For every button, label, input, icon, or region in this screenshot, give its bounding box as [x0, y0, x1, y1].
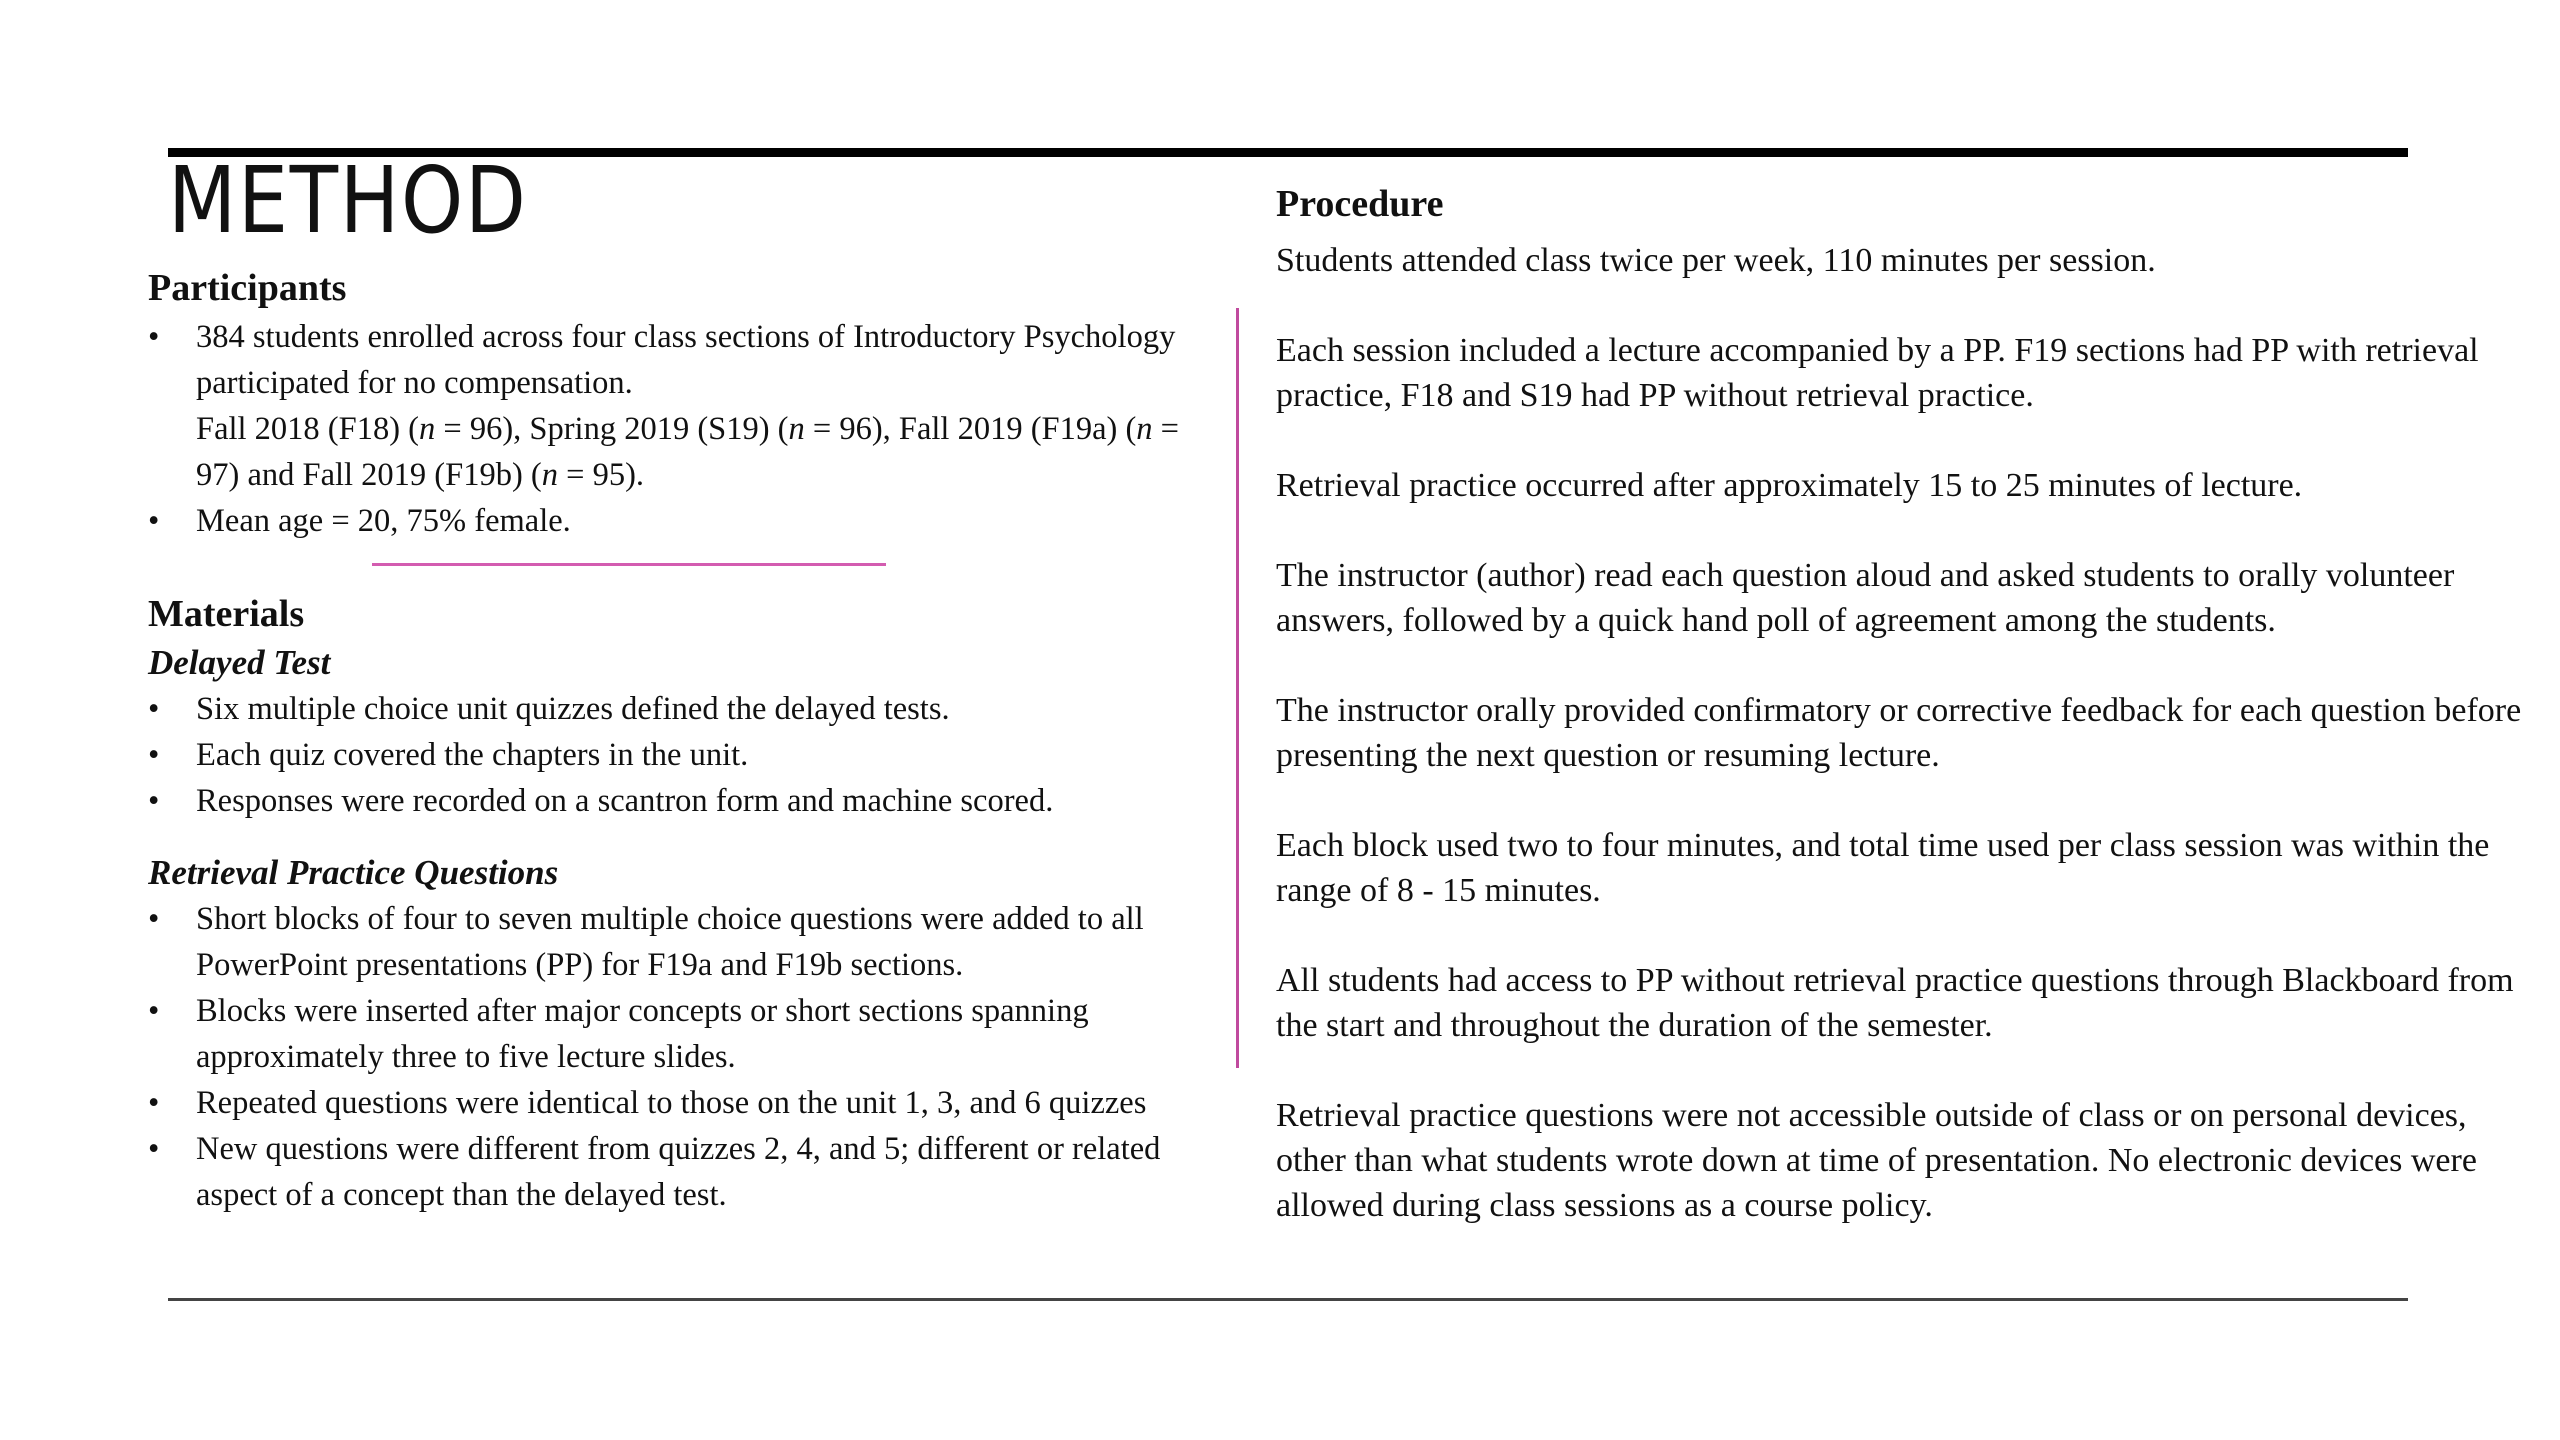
participants-demographics-text: Mean age = 20, 75% female.: [196, 503, 571, 539]
delayed-test-heading: Delayed Test: [148, 643, 331, 682]
procedure-paragraph: The instructor orally provided confirmatory or corrective feedback for each question before presenting the next question or resuming lecture.: [1276, 692, 2522, 774]
list-item: [148, 498, 1228, 544]
list-item: • Six multiple choice unit quizzes defined the delayed tests.: [148, 686, 1228, 732]
materials-heading: Materials: [148, 593, 305, 635]
section-divider: [372, 563, 886, 566]
procedure-paragraph: Each session included a lecture accompanied by a PP. F19 sections had PP with retrieval practice, F18 and S19 had PP without retrieval practice.: [1276, 332, 2479, 414]
procedure-paragraph: Each block used two to four minutes, and total time used per class session was within the range of 8 - 15 minutes.: [1276, 827, 2490, 909]
procedure-paragraph: Retrieval practice occurred after approximately 15 to 25 minutes of lecture.: [1276, 467, 2303, 504]
delayed-test-list: [148, 686, 1228, 824]
section-text: = 96), Fall 2019 (F19a) (: [804, 411, 1137, 447]
list-item: • New questions were different from quizzes 2, 4, and 5; different or related aspect of a concept than the delayed test.: [148, 1126, 1228, 1218]
list-item: • Short blocks of four to seven multiple choice questions were added to all PowerPoint presentations (PP) for F19a and F19b sections.: [148, 896, 1228, 988]
section-text: = 95).: [557, 457, 645, 493]
section-text: Fall 2018 (F18) (: [196, 411, 419, 447]
list-item: • Responses were recorded on a scantron form and machine scored.: [148, 778, 1228, 824]
section-text: = 96), Spring 2019 (S19) (: [435, 411, 789, 447]
participants-enrollment-text: 384 students enrolled across four class sections of Introductory Psychology participated for no compensation.: [196, 319, 1176, 401]
procedure-heading: Procedure: [1276, 183, 1444, 225]
participants-sections-text: [148, 406, 1228, 498]
page-title: METHOD: [168, 147, 528, 254]
procedure-paragraph: Students attended class twice per week, 110 minutes per session.: [1276, 242, 2156, 279]
bottom-rule: [168, 1298, 2408, 1301]
n-symbol: n: [418, 411, 436, 447]
participants-list: [148, 314, 1228, 406]
column-divider: [1236, 308, 1239, 1068]
left-column: [148, 262, 1228, 1218]
list-item: • Repeated questions were identical to those on the unit 1, 3, and 6 quizzes: [148, 1080, 1228, 1126]
procedure-paragraph: All students had access to PP without retrieval practice questions through Blackboard from the start and throughout the duration of the semester.: [1276, 962, 2514, 1044]
right-column: [1276, 178, 2536, 1273]
retrieval-practice-heading: Retrieval Practice Questions: [148, 853, 559, 892]
n-symbol: n: [541, 457, 558, 493]
list-item: • Each quiz covered the chapters in the unit.: [148, 732, 1228, 778]
procedure-paragraph: The instructor (author) read each question aloud and asked students to orally volunteer answers, followed by a quick hand poll of agreement among the students.: [1276, 557, 2455, 639]
retrieval-practice-list: [148, 896, 1228, 1218]
participants-heading: Participants: [148, 267, 347, 309]
n-symbol: n: [1136, 411, 1153, 447]
section-text: = 97) and Fall 2019 (F19b) (: [196, 411, 1180, 493]
procedure-paragraph: Retrieval practice questions were not accessible outside of class or on personal devices, other than what students wrote down at time of presentation. No electronic devices were allowed during class sessions as a course policy.: [1276, 1097, 2477, 1224]
list-item: • Blocks were inserted after major concepts or short sections spanning approximately three to five lecture slides.: [148, 988, 1228, 1080]
n-symbol: n: [788, 411, 805, 447]
participants-list-2: [148, 498, 1228, 544]
list-item: [148, 314, 1228, 406]
